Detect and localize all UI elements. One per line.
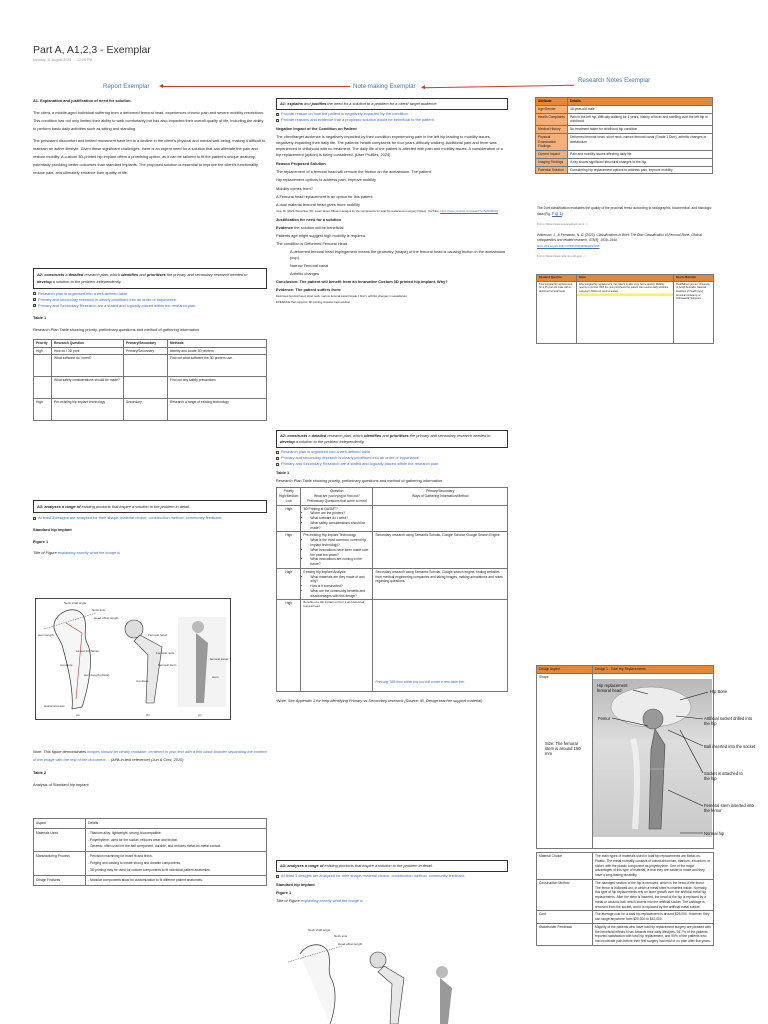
table-cell: Pre-existing hip implant technology bbox=[52, 399, 124, 421]
xray-label-femur: Femur bbox=[598, 716, 611, 721]
notes-a1-justifies: justifies bbox=[311, 101, 327, 106]
notes-evidence-line: Patients age might suggest high mobility is required. bbox=[276, 232, 366, 238]
source-from: From <https://www.ncbi.nlm.nih.gov/...> bbox=[537, 253, 586, 258]
figure-label: femoral canal bbox=[210, 657, 229, 661]
question-head: 3D Printing at QASMT? bbox=[303, 506, 338, 511]
note-blue: images should be clearly readable, centered in your text with a thin black boarder separating the content of the image with the rest of the document ... bbox=[33, 749, 267, 762]
report-table1-caption: Research Plan Table showing priority, preliminary questions and method of gathering information bbox=[33, 327, 200, 333]
xray-label-ball: Ball inserted into the socket bbox=[704, 744, 756, 749]
table-header-cell: Attribute bbox=[536, 98, 568, 106]
checklist-text: Research plan is organised into a well-defined table bbox=[281, 449, 371, 455]
figure-label: Femoral stem bbox=[158, 663, 177, 667]
table-cell: How do I 3D print bbox=[52, 347, 124, 355]
notes-neg-para: The client/target audience is negatively impacted by their condition experiencing pain in the left hip leading to mobility issues, negatively impacting their daily life. The patients' health complaints for four years difficulty walking. Additional pain and fever was experienced in childhood with no treatment. The daily life of the patient is affected with pain and mobility issues. A consideration of a hip replacement (option) is being considered. (User Profiles, 2024) bbox=[276, 134, 503, 158]
report-table1-label: Table 1 bbox=[33, 314, 47, 320]
question-item: • What safety considerations should be made? bbox=[310, 521, 370, 531]
table-header-cell: Details bbox=[86, 819, 267, 829]
notes-table1-caption: Research Plan Table showing priority, preliminary questions and method of gathering information bbox=[276, 478, 443, 484]
figure-title-tail: explaining exactly what the image is bbox=[56, 549, 120, 555]
table-header-cell: Research Question bbox=[52, 339, 124, 347]
table-header-cell: Source Materials bbox=[674, 275, 714, 282]
table-cell: The average cost for a total hip replacement is around $25,000. However, they can range anywhere from $20,000 to $42,000. bbox=[593, 911, 714, 924]
header-notes: Note making Exemplar bbox=[353, 83, 416, 90]
checklist-text: At least 3 designs are analysed for their shape, material choice, construction method, community feedback. bbox=[38, 515, 223, 521]
figure-label: stem bbox=[212, 675, 219, 679]
question-item: • What innovations have been made over the past ten years? bbox=[310, 548, 370, 558]
table-header-cell: Design 1 - Total Hip Replacements bbox=[593, 666, 714, 674]
checklist-text: At least 3 designs are analysed for their shape, material choice, construction method, community feedback. bbox=[281, 873, 466, 879]
table-cell: Find out any safety precautions bbox=[168, 377, 267, 399]
design-detail-table bbox=[536, 852, 714, 946]
report-para2: The persistent discomfort and limited movement have led to a decline in the client's physical and mental well-being, making it difficult to maintain an active lifestyle. Given these significant challenges, there is an urgent need for a solution that can alleviate the pain and restore mobility. A custom 3D-printed hip implant offers a promising option, as it can be tailored to fit the patient's unique anatomy, potentially providing better outcomes than standard implants. The proposed solution is essential to improve the client's functionality, reduce pain, and ultimately enhance their quality of life. bbox=[33, 138, 266, 175]
report-a2-lead: A2: constructs bbox=[37, 272, 65, 277]
notes-a2-lead: A2: constructs bbox=[280, 433, 308, 438]
notes-indent-para: A deformed femoral head impingement means the geometry (shape) of the femoral head is causing friction in the acetabulum (cup). bbox=[290, 248, 506, 260]
xray-label-normal: Normal hip bbox=[704, 831, 725, 836]
table-cell: - Modular components allow for customization to fit different patient anatomies. bbox=[86, 876, 267, 886]
table-cell: Secondary bbox=[124, 399, 168, 421]
table-cell: High bbox=[277, 505, 301, 532]
table-row bbox=[537, 879, 714, 911]
table-cell: What safety considerations should be made? bbox=[52, 377, 124, 399]
table-cell: Research a range of existing technology bbox=[168, 399, 267, 421]
question-item: • What materials are they made of and why? bbox=[310, 575, 370, 585]
question-head: Pre-existing Hip Implant Technology bbox=[303, 533, 356, 538]
table-cell: High bbox=[34, 347, 52, 355]
notes-ref1: York, M. (2021, December 03). Learn about different designs for the components for total hip replacement surgery [Video]. YouTube. bbox=[276, 208, 440, 213]
report-figure1: Figure 1 bbox=[33, 538, 49, 544]
table-cell: The damaged section of the hip is removed, which is the head of the femur. The femur is hollowed out, in which a metal stem is inserted inside. Normally, this type of hip replacements rely on bone growth over the artificial metal hip replacements. After the stem is inserted, the head of the hip is replaced by a metal or ceramic ball, which inserts into the artificial socket. The cartilage is removed from the socket, and it is replaced by the artificial metal socket. bbox=[593, 879, 714, 911]
notes-a1-text: the need for a solution to a problem for a client/ target audience. bbox=[326, 101, 438, 106]
notes-a2-text: a bbox=[307, 433, 312, 438]
report-table2-label: Table 2 bbox=[33, 769, 47, 775]
figure-label: Neck shaft angle bbox=[64, 601, 87, 605]
notes-a2-identifies: identifies bbox=[364, 433, 382, 438]
table-cell: Stakeholder Feedback bbox=[537, 923, 593, 945]
table-header-cell: Design Aspect bbox=[537, 666, 593, 674]
notes-a2-prioritises: prioritises bbox=[389, 433, 409, 438]
table-cell: Design Features bbox=[34, 876, 86, 886]
figure-label: stem length (distal) bbox=[84, 673, 110, 677]
table-row bbox=[537, 911, 714, 924]
table-cell: Material Choice bbox=[537, 853, 593, 880]
table-cell: After surgical hip replacement, the patient is able to go home quickly. Mobility returns to normal. With the new prosthesis the patient can resume daily activities. Long-term follow-up recommended. bbox=[577, 281, 674, 343]
report-a1-heading: A1. Explanation and justification of need for solution. bbox=[33, 98, 132, 103]
checklist-text: Research plan is organised into a well-defined table bbox=[38, 290, 128, 296]
question-item: • How is it constructed? bbox=[310, 584, 370, 589]
table-header-cell: Details bbox=[568, 98, 713, 106]
table-cell: Medical History bbox=[536, 126, 568, 134]
notes-justif-heading: Justification for need for a solution bbox=[276, 216, 342, 222]
notes-evidence2: Evidence: The patient suffers from: bbox=[276, 286, 342, 292]
table-cell: - Precision machining for exact fit and finish. - Forging and casting to create strong and durable components. - 3D printing may be used for custom components to fit individual patient anatomies. bbox=[86, 852, 267, 876]
notes-footnote: *Note. See Appendix 1 for help identifying Primary vs Secondary research (Source: IB, Design teacher support material) bbox=[276, 698, 483, 704]
notes-a2-text: the primary and secondary research needed to bbox=[408, 433, 491, 438]
xray-label-stem: Femoral stem inserted into the femur bbox=[704, 803, 754, 813]
table-cell: 45-year-old male bbox=[568, 105, 713, 113]
table-cell: X-ray shows significant structural changes to the hip bbox=[568, 158, 713, 166]
table-cell: identify and locate 3D printers bbox=[168, 347, 267, 355]
figure-label: Neck axis bbox=[334, 934, 348, 938]
table-cell: Imaging Findings bbox=[536, 158, 568, 166]
table-cell: Potential Solution bbox=[536, 166, 568, 174]
notes-evidence3: EVIDENCE that supports: 3D printing implants best solution bbox=[276, 299, 350, 304]
note-lead: Note. This figure demonstrates bbox=[33, 749, 87, 754]
table-header-cell: Aspect bbox=[34, 819, 86, 829]
table-cell: Pain in the left hip, difficulty walking for 4 years, history of fever and swelling over the left hip in childhood bbox=[568, 113, 713, 126]
notes-a1-lead: A1: explains bbox=[280, 101, 303, 106]
table-cell: What software do I need? bbox=[52, 355, 124, 377]
table-header-cell: Methods bbox=[168, 339, 267, 347]
notes-reason-line: Mobility comes from? bbox=[276, 185, 313, 191]
table-header-cell: Notes bbox=[577, 275, 674, 282]
table-row bbox=[537, 853, 714, 880]
notes-reason-line: The replacement of a femoral head will remove the friction on the acetabulum. The patient bbox=[276, 169, 431, 175]
table-header-cell: Priority High/Medium Low bbox=[277, 488, 301, 505]
report-a2-develop: develop bbox=[37, 279, 52, 285]
checklist-text: Primary and Secondary Research are a stated and logically placed within the research plan. bbox=[38, 302, 197, 308]
figure-label: (c) bbox=[198, 713, 202, 717]
notes-figure1: Figure 1 bbox=[276, 890, 292, 896]
wilkerson-link[interactable]: https://doi.org/10.1097/CORR.0000000000001295 bbox=[537, 243, 600, 248]
report-para1: The client, a middle-aged individual suffering from a deformed femoral head, experiences chronic pain and severe mobility restrictions. This condition has not only limited their ability to walk comfortably but has also impacted their overall quality of life, including the ability to perform basic daily activities such as sitting and standing. bbox=[33, 110, 265, 131]
table-cell: High bbox=[277, 600, 301, 692]
report-a2-text: the primary and secondary research needed to bbox=[165, 272, 248, 277]
table-cell: Construction Method bbox=[537, 879, 593, 911]
table-cell: Find out what software the 3D printers use. bbox=[168, 355, 267, 377]
figure-label: Lesser trochanter bbox=[76, 649, 100, 653]
table-row bbox=[537, 923, 714, 945]
table-header-cell: Primary/Secondary Ways of Gathering Information/Method bbox=[373, 488, 508, 505]
report-a3-text: existing products that inspire a solution to the problem in detail. bbox=[80, 504, 191, 509]
table-cell: Total surgical hip replacement for a 45 year-old male with a deformed femoral head bbox=[537, 281, 577, 343]
notes-reason-line: A Femoral head replacement is an option for this patient. bbox=[276, 193, 374, 199]
table-cell: No treatment taken for childhood hip condition bbox=[568, 126, 713, 134]
notes-evidence-line: The condition is Deformed Femoral Head. bbox=[276, 240, 349, 246]
table-cell: - Titanium alloy: lightweight, strong, biocompatible. - Polyethylene: used for the socket, reduces wear and friction. - Ceramic: often used for the ball component, durable, and reduces metal-on-metal contact. bbox=[86, 828, 267, 852]
report-a2-detailed: detailed bbox=[68, 272, 84, 277]
table-cell: Materials Used bbox=[34, 828, 86, 852]
xray-label-head: Hip replacement femoral head bbox=[597, 683, 628, 693]
table-cell: High bbox=[34, 399, 52, 421]
table-cell: Majority of the patients who have had hip replacement surgery are pleased with the beneficial effects it has towards their daily lifestyles. 94.7% of the patients reported satisfaction with total hip replacement, and 90% of the patients who had moderate pain before their first surgery had mild or no pain after five years. bbox=[593, 923, 714, 945]
figure-label: Neck axis bbox=[92, 608, 106, 612]
report-a2-text: a bbox=[64, 272, 69, 277]
note-tail: (APA in-text reference) (Jun & Choi, 2010) bbox=[109, 756, 184, 762]
report-a2-prioritises: prioritises bbox=[146, 272, 166, 277]
figure-title-tail: explaining exactly what the image is bbox=[299, 898, 363, 904]
table-cell: High bbox=[277, 568, 301, 600]
checklist-text: Primary and Secondary Research are a stated and logically placed within the research plan. bbox=[281, 461, 440, 467]
notes-a1-text: and bbox=[302, 101, 312, 106]
table-header-cell: Question What are you trying to find out? Preliminary Questions that come to mind bbox=[301, 488, 373, 505]
wilkerson-ref: Wilkerson, J., & Fernando, N. D. (2020). Classifications in Brief: The Dorr Classification of Femoral Bone. Clinical orthopaedics and related research, 478(8), 1939–1944. bbox=[537, 233, 702, 242]
figure-label: curvature bbox=[136, 679, 149, 683]
report-a2-text: a solution to the problem independently. bbox=[51, 279, 122, 285]
notes-evidence-lead: Evidence bbox=[276, 224, 294, 230]
table-cell: Secondary research using Semantic Scholar, Google search engine, finding websites from medical engineering companies and taking images, making annotations and notes regarding questions. bbox=[373, 568, 508, 600]
report-a2-text: research plan, which bbox=[83, 272, 122, 277]
question-item: • Where are the printers? bbox=[310, 511, 370, 516]
notes-a2-text: a solution to the problem independently. bbox=[294, 439, 365, 445]
checklist-text: Primary and secondary research is clearly prioritised into an order of importance. bbox=[38, 296, 178, 302]
header-research: Research Notes Exemplar bbox=[578, 77, 651, 84]
report-table2-caption: Analysis of Standard hip implant bbox=[33, 782, 89, 788]
report-std-hip: Standard hip implant bbox=[33, 527, 72, 533]
table-cell: Current Impact bbox=[536, 151, 568, 159]
table-cell: Health Complaints bbox=[536, 113, 568, 126]
page-title: Part A, A1,2,3 - Exemplar bbox=[33, 44, 151, 56]
figure-label: curvature bbox=[60, 663, 73, 667]
notes-reason-line: A dual material femoral head gives more mobility bbox=[276, 201, 360, 207]
notes-a2-develop: develop bbox=[280, 439, 295, 445]
tab-note: Pressing TAB from within this box will create a new table line. bbox=[375, 679, 465, 684]
notes-evidence2-line: Deformed femoral head, short neck, narrow femoral canal (Grade 1 Dorr), arthritic changes in acetabulum bbox=[276, 294, 407, 299]
table-header-cell: Priority bbox=[34, 339, 52, 347]
notes-reason-heading: Reason Proposed Solution bbox=[276, 161, 326, 167]
notes-neg-heading: Negative Impact of the Condition on Patient bbox=[276, 126, 357, 132]
notes-a3-text: existing products that inspire a solution to the problem in detail. bbox=[323, 863, 434, 868]
table-cell: Physical Examination Findings bbox=[536, 133, 568, 150]
question-item: • What innovations are coming in the future? bbox=[310, 557, 370, 567]
notes-a3-lead: A3: analyses a range of bbox=[280, 863, 324, 868]
question-item: • What software do I need? bbox=[310, 516, 370, 521]
table-cell: Considering hip replacement options to address pain, improve mobility bbox=[568, 166, 713, 174]
figure-label: Head offset length bbox=[94, 616, 119, 620]
xray-label-attached: Socket is attached to the hip bbox=[704, 771, 743, 781]
figure-title-lead: Title of Figure bbox=[276, 898, 300, 904]
report-a3-lead: A3: analyses a range of bbox=[37, 504, 81, 509]
table-cell: High bbox=[277, 532, 301, 568]
table-cell: Primary/Secondary bbox=[124, 347, 168, 355]
figure-label: Head offset length bbox=[338, 942, 363, 946]
question-item: • What is the most common, current hip implant technology? bbox=[310, 538, 370, 548]
source-from: From <https://www.sciencedirect.com/...> bbox=[537, 222, 589, 227]
question-head: Existing Hip Implant Analysis bbox=[303, 569, 346, 574]
checklist-text: Primary and secondary research is clearly prioritised into an order of importance. bbox=[281, 455, 421, 461]
xray-label-size: Size: The femoral stem is around 150 mm bbox=[545, 741, 581, 756]
table-cell: Healthdirect gov.au; University of South Australia; National Institutes of Health (gov); American Academy of Orthopaedic Surgeons bbox=[674, 281, 714, 343]
figure-label: Femoral head bbox=[148, 633, 167, 637]
notes-a2-text: and bbox=[381, 433, 390, 438]
report-a2-identifies: identifies bbox=[121, 272, 139, 277]
dorr-tail: ). bbox=[561, 211, 564, 216]
figure-label: stem length bbox=[38, 633, 54, 637]
notes-a2-detailed: detailed bbox=[311, 433, 327, 438]
table-cell: The main types of materials used in total hip replacements are Metal-on-Plastic. The metal normally consists of cobalt-chromium, titanium, zirconium, or nickel, with the plastic component as polyethylene. One of the major advantages of this type of material, is that they are easier to make and they have a long-lasting durability. bbox=[593, 853, 714, 880]
page-date: Monday, 11 August 2025 12:26 PM bbox=[33, 58, 93, 62]
dorr-fig-link[interactable]: Fig 1 bbox=[551, 210, 562, 216]
xray-label-bone: Hip Bone bbox=[710, 689, 728, 694]
figure-label: (b) bbox=[146, 713, 150, 717]
notes-table1-label: Table 1 bbox=[276, 470, 290, 476]
xray-label-socket: Artificial socket drilled into the hip bbox=[704, 716, 753, 726]
question-item: • What are the community benefits and disadvantages with this design? bbox=[310, 589, 370, 599]
notes-evidence-tail: the solution will be beneficial bbox=[293, 224, 344, 230]
notes-indent-line: Arthritic changes bbox=[290, 270, 319, 276]
dorr-para: The Dorr classification evaluates the quality of the proximal femur according to radiographic, biochemical, and histologic data (Fig. bbox=[537, 206, 712, 216]
figure-label: Neck shaft angle bbox=[308, 928, 331, 932]
notes-a2-text: research plan, which bbox=[326, 433, 365, 438]
notes-indent-line: Narrow Femoral canal bbox=[290, 262, 329, 268]
table-header-cell: Research Question bbox=[537, 275, 577, 282]
table-cell: Shape bbox=[537, 673, 593, 848]
table-cell: Age/Gender bbox=[536, 105, 568, 113]
table-cell: Cost bbox=[537, 911, 593, 924]
table-cell: Pain and mobility issues affecting daily life bbox=[568, 151, 713, 159]
table-cell: Deformed femoral head, short neck, narrow femoral canal (Grade 1 Dorr), arthritic changes in acetabulum bbox=[568, 133, 713, 150]
table-cell: Secondary research using Semantic Scholar, Google Scholar, Google Search Engine. bbox=[373, 532, 508, 568]
figure-label: anatomical axis bbox=[44, 704, 65, 708]
report-a2-text: and bbox=[138, 272, 147, 277]
table-cell: Benefits of a Hip implant on Dorr 1 and deformed femoral head bbox=[301, 600, 373, 692]
figure-label: Femoral neck bbox=[156, 651, 175, 655]
header-report: Report Exemplar bbox=[103, 83, 150, 90]
notes-ref1-link[interactable]: https://www.youtube.com/watch?v=5gbl0M0X6 bbox=[440, 208, 499, 213]
notes-std-hip: Standard hip implant bbox=[276, 882, 315, 888]
table-cell: Manufacturing Process bbox=[34, 852, 86, 876]
checklist-text: Provide reason on how the patient is negatively impacted by the condition. bbox=[281, 111, 409, 117]
checklist-text: Provide reasons and evidence that a proposed solution would be beneficial to the patient. bbox=[281, 117, 435, 123]
figure-label: (a) bbox=[76, 713, 80, 717]
notes-reason-line: Hip replacement options to address pain, improve mobility bbox=[276, 177, 376, 183]
notes-conclusion: Conclusion: The patient will benefit from an Innovative Custom 3D printed hip implant. Why? bbox=[276, 278, 448, 284]
table-header-cell: Primary/Secondary bbox=[124, 339, 168, 347]
figure-title-lead: Title of Figure bbox=[33, 549, 57, 555]
